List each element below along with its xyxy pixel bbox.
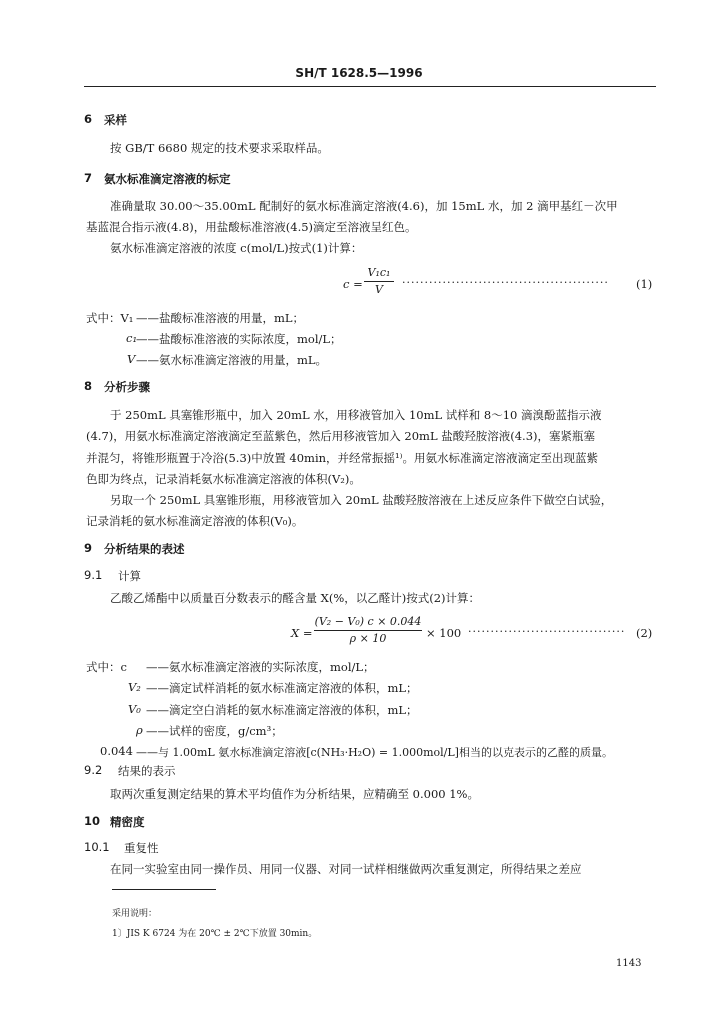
section-6-paragraph: 按 GB/T 6680 规定的技术要求采取样品。 <box>110 141 329 155</box>
section-6-number: 6 <box>84 112 93 126</box>
equation-1-numerator: V₁c₁ <box>367 266 391 279</box>
section-8-paragraph-line: 记录消耗的氨水标准滴定溶液的体积(V₀)。 <box>86 514 304 528</box>
equation-2-lhs: X = <box>291 626 313 640</box>
equation-1-denominator: V <box>375 283 383 296</box>
footnote-heading: 采用说明： <box>112 909 158 919</box>
section-8-title: 分析步骤 <box>104 380 150 394</box>
section-7-number: 7 <box>84 171 93 185</box>
subsection-9-2-number: 9.2 <box>84 763 103 777</box>
equation-2-numerator: (V₂ − V₀) c × 0.044 <box>314 615 422 628</box>
eq2-var-c: 式中：c <box>86 660 127 674</box>
footnote-rule <box>112 889 216 890</box>
eq2-var-v0: V₀ <box>128 702 141 716</box>
section-8-number: 8 <box>84 379 93 393</box>
page-number: 1143 <box>616 958 642 969</box>
section-6-title: 采样 <box>104 113 127 127</box>
section-9-title: 分析结果的表述 <box>104 542 185 556</box>
eq2-var-rho: ρ <box>136 723 143 737</box>
equation-1-leader-dots: ·············································· <box>402 276 609 289</box>
section-9-2-paragraph: 取两次重复测定结果的算术平均值作为分析结果，应精确至 0.000 1%。 <box>110 787 479 801</box>
subsection-10-1-title: 重复性 <box>124 841 159 855</box>
subsection-9-1-title: 计算 <box>118 569 141 583</box>
section-9-number: 9 <box>84 541 93 555</box>
section-7-concentration-text: 氨水标准滴定溶液的浓度 c(mol/L)按式(1)计算： <box>110 241 363 255</box>
section-8-paragraph-line: 于 250mL 具塞锥形瓶中，加入 20mL 水，用移液管加入 10mL 试样和 8～10 滴溴酚蓝指示液 <box>110 408 602 422</box>
subsection-9-2-title: 结果的表示 <box>118 764 176 778</box>
header-rule <box>84 86 656 87</box>
equation-2-denominator: ρ × 10 <box>349 632 387 645</box>
section-8-paragraph-line: 并混匀，将锥形瓶置于冷浴(5.3)中放置 40min，并经常振摇¹⁾。用氨水标准滴定溶液滴定至出现蓝紫 <box>86 451 598 465</box>
footnote-item: 1〕JIS K 6724 为在 20℃ ± 2℃下放置 30min。 <box>112 929 318 939</box>
section-10-title: 精密度 <box>110 815 145 829</box>
subsection-10-1-number: 10.1 <box>84 840 110 854</box>
subsection-9-1-number: 9.1 <box>84 568 103 582</box>
section-8-paragraph-line: (4.7)，用氨水标准滴定溶液滴定至蓝紫色，然后用移液管加入 20mL 盐酸羟胺溶液(4.3)，塞紧瓶塞 <box>86 429 596 443</box>
equation-2-fraction-bar <box>314 630 422 631</box>
eq1-var-c1-desc: ——盐酸标准溶液的实际浓度，mol/L； <box>136 332 342 346</box>
section-8-paragraph-line: 另取一个 250mL 具塞锥形瓶，用移液管加入 20mL 盐酸羟胺溶液在上述反应条件下做空白试验， <box>110 493 613 507</box>
equation-2-leader-dots: ··································· <box>468 625 626 638</box>
eq1-var-v: V <box>127 352 136 366</box>
eq2-var-v2-desc: ——滴定试样消耗的氨水标准滴定溶液的体积，mL； <box>146 681 418 695</box>
eq1-var-c1: c₁ <box>126 331 138 345</box>
section-7-paragraph-line: 准确量取 30.00～35.00mL 配制好的氨水标准滴定溶液(4.6)，加 15mL 水，加 2 滴甲基红－次甲 <box>110 199 618 213</box>
section-7-title: 氨水标准滴定溶液的标定 <box>104 172 231 186</box>
section-7-paragraph-line: 基蓝混合指示液(4.8)，用盐酸标准溶液(4.5)滴定至溶液呈红色。 <box>86 220 417 234</box>
equation-1-fraction-bar <box>364 281 394 282</box>
equation-2-number: (2) <box>636 626 653 640</box>
eq1-var-v-desc: ——氨水标准滴定溶液的用量，mL。 <box>136 353 328 367</box>
eq2-var-v2: V₂ <box>128 680 141 694</box>
section-8-paragraph-line: 色即为终点，记录消耗氨水标准滴定溶液的体积(V₂)。 <box>86 472 361 486</box>
equation-1-lhs: c = <box>343 277 363 291</box>
eq1-var-v1-desc: ——盐酸标准溶液的用量，mL； <box>136 311 305 325</box>
eq2-const-0044: 0.044 <box>100 744 133 758</box>
eq2-var-v0-desc: ——滴定空白消耗的氨水标准滴定溶液的体积，mL； <box>146 703 418 717</box>
standard-header: SH/T 1628.5—1996 <box>295 66 423 80</box>
section-9-formula-intro: 乙酸乙烯酯中以质量百分数表示的醛含量 X(%，以乙醛计)按式(2)计算： <box>110 591 481 605</box>
eq2-const-0044-desc: ——与 1.00mL 氨水标准滴定溶液[c(NH₃·H₂O) = 1.000mol/L]相当的以克表示的乙醛的质量。 <box>136 746 613 759</box>
section-10-1-paragraph: 在同一实验室由同一操作员、用同一仪器、对同一试样相继做两次重复测定，所得结果之差应 <box>110 862 582 876</box>
eq2-var-c-desc: ——氨水标准滴定溶液的实际浓度，mol/L； <box>146 660 375 674</box>
equation-2-multiplier: × 100 <box>426 626 462 640</box>
section-10-number: 10 <box>84 814 101 828</box>
eq1-var-v1: 式中：V₁ <box>86 311 134 325</box>
equation-1-number: (1) <box>636 277 653 291</box>
eq2-var-rho-desc: ——试样的密度，g/cm³； <box>146 724 283 738</box>
